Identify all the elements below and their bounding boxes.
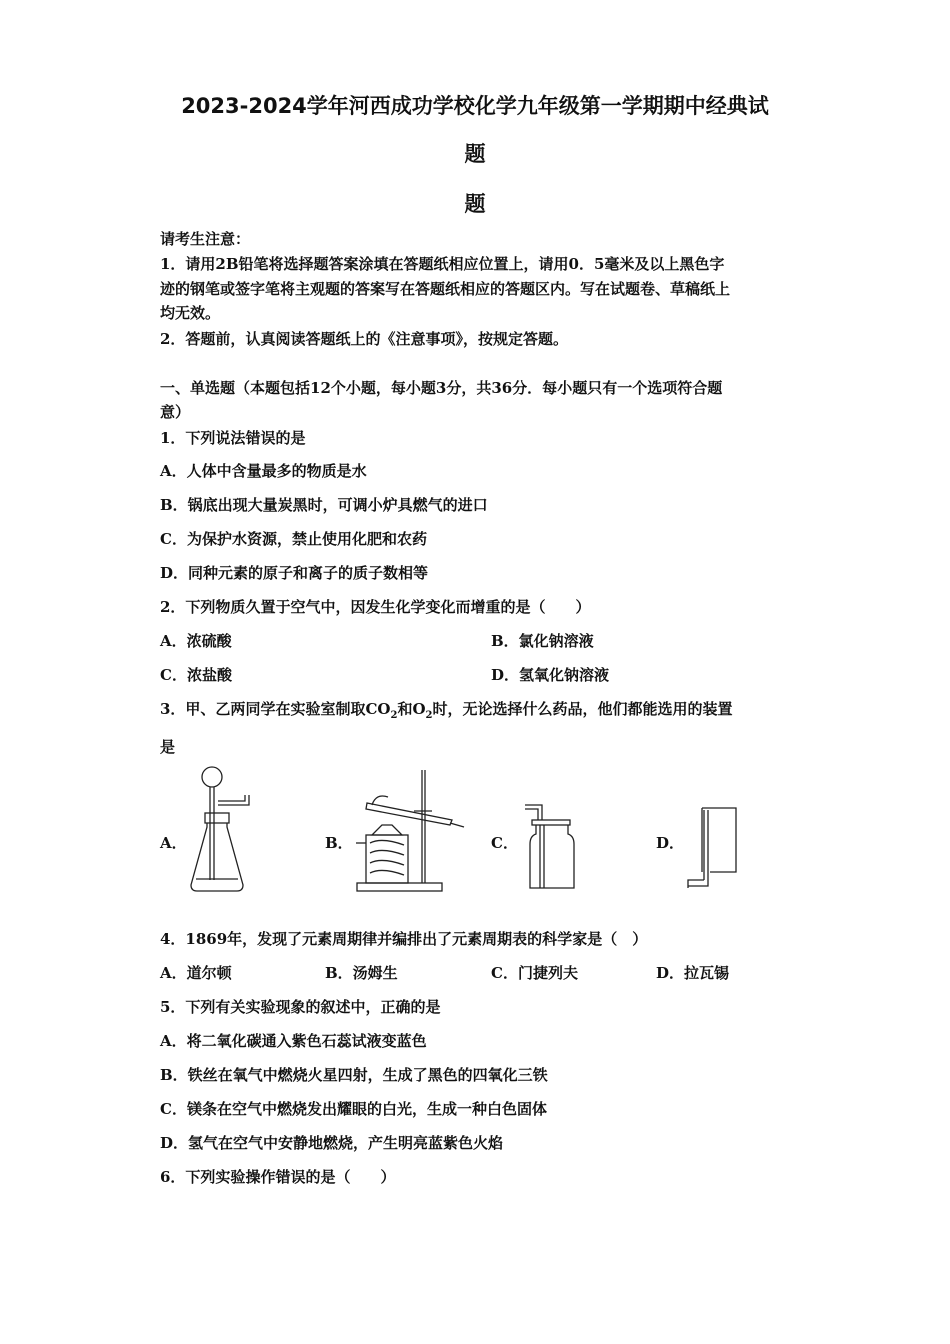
question-5-option-a: A．将二氧化碳通入紫色石蕊试液变蓝色 [160, 1032, 427, 1050]
question-1-option-a: A．人体中含量最多的物质是水 [160, 462, 367, 480]
question-4-option-b: B．汤姆生 [325, 964, 398, 982]
question-2-option-d: D．氢氧化钠溶液 [491, 666, 610, 684]
question-3-stem [160, 698, 733, 721]
o2-formula [412, 700, 433, 721]
co2-base: CO [365, 700, 391, 718]
section-heading-line-2: 意） [160, 403, 191, 421]
co2-formula [365, 700, 398, 721]
heating-apparatus-figure [352, 765, 472, 895]
notice-item-1-line-3: 均无效。 [160, 304, 221, 322]
question-4-option-a: A．道尔顿 [160, 964, 232, 982]
gas-collection-bottle-long-tube-figure [684, 800, 744, 895]
question-5-option-b: B．铁丝在氧气中燃烧火星四射，生成了黑色的四氧化三铁 [160, 1066, 548, 1084]
question-2-stem: 2．下列物质久置于空气中，因发生化学变化而增重的是（ ） [160, 598, 591, 616]
o2-base: O [412, 700, 426, 718]
question-2-option-c: C．浓盐酸 [160, 666, 232, 684]
notice-heading: 请考生注意： [160, 230, 251, 248]
notice-item-1-line-2: 迹的钢笔或签字笔将主观题的答案写在答题纸相应的答题区内。写在试题卷、草稿纸上 [160, 280, 731, 298]
exam-title-continued: 题 [464, 142, 486, 166]
question-3-and: 和 [397, 700, 413, 718]
co2-subscript: 2 [390, 710, 398, 721]
erlenmeyer-flask-apparatus-figure [185, 765, 255, 895]
question-3-stem-post: 时，无论选择什么药品，他们都能选用的装置 [432, 700, 733, 718]
section-heading: 一、单选题（本题包括12个小题，每小题3分，共36分．每小题只有一个选项符合题 [160, 379, 723, 397]
question-1-stem: 1．下列说法错误的是 [160, 429, 306, 447]
question-5-option-d: D．氢气在空气中安静地燃烧，产生明亮蓝紫色火焰 [160, 1134, 504, 1152]
question-3-option-c-label: C． [491, 834, 518, 852]
question-1-option-d: D．同种元素的原子和离子的质子数相等 [160, 564, 429, 582]
question-4-option-d: D．拉瓦锡 [656, 964, 730, 982]
question-1-option-b: B．锅底出现大量炭黑时，可调小炉具燃气的进口 [160, 496, 488, 514]
gas-collection-bottle-short-tube-figure [520, 800, 580, 895]
question-3-stem-pre: 3．甲、乙两同学在实验室制取 [160, 700, 366, 718]
question-3-option-b-label: B． [325, 834, 353, 852]
exam-title-continued-2: 题 [464, 192, 486, 216]
question-6-stem: 6．下列实验操作错误的是（ ） [160, 1168, 396, 1186]
question-4-stem: 4．1869年，发现了元素周期律并编排出了元素周期表的科学家是（ ） [160, 930, 648, 948]
question-5-option-c: C．镁条在空气中燃烧发出耀眼的白光，生成一种白色固体 [160, 1100, 547, 1118]
notice-item-2: 2．答题前，认真阅读答题纸上的《注意事项》，按规定答题。 [160, 330, 568, 348]
exam-title: 2023-2024学年河西成功学校化学九年级第一学期期中经典试 [181, 94, 769, 118]
question-3-option-d-label: D． [656, 834, 685, 852]
question-3-stem-line-2: 是 [160, 738, 176, 756]
question-2-option-a: A．浓硫酸 [160, 632, 232, 650]
question-1-option-c: C．为保护水资源，禁止使用化肥和农药 [160, 530, 427, 548]
notice-item-1: 1．请用2B铅笔将选择题答案涂填在答题纸相应位置上，请用0．5毫米及以上黑色字 [160, 255, 725, 273]
question-3-option-a-label: A． [160, 834, 187, 852]
o2-subscript: 2 [425, 710, 433, 721]
question-4-option-c: C．门捷列夫 [491, 964, 578, 982]
question-2-option-b: B．氯化钠溶液 [491, 632, 594, 650]
question-5-stem: 5．下列有关实验现象的叙述中，正确的是 [160, 998, 441, 1016]
